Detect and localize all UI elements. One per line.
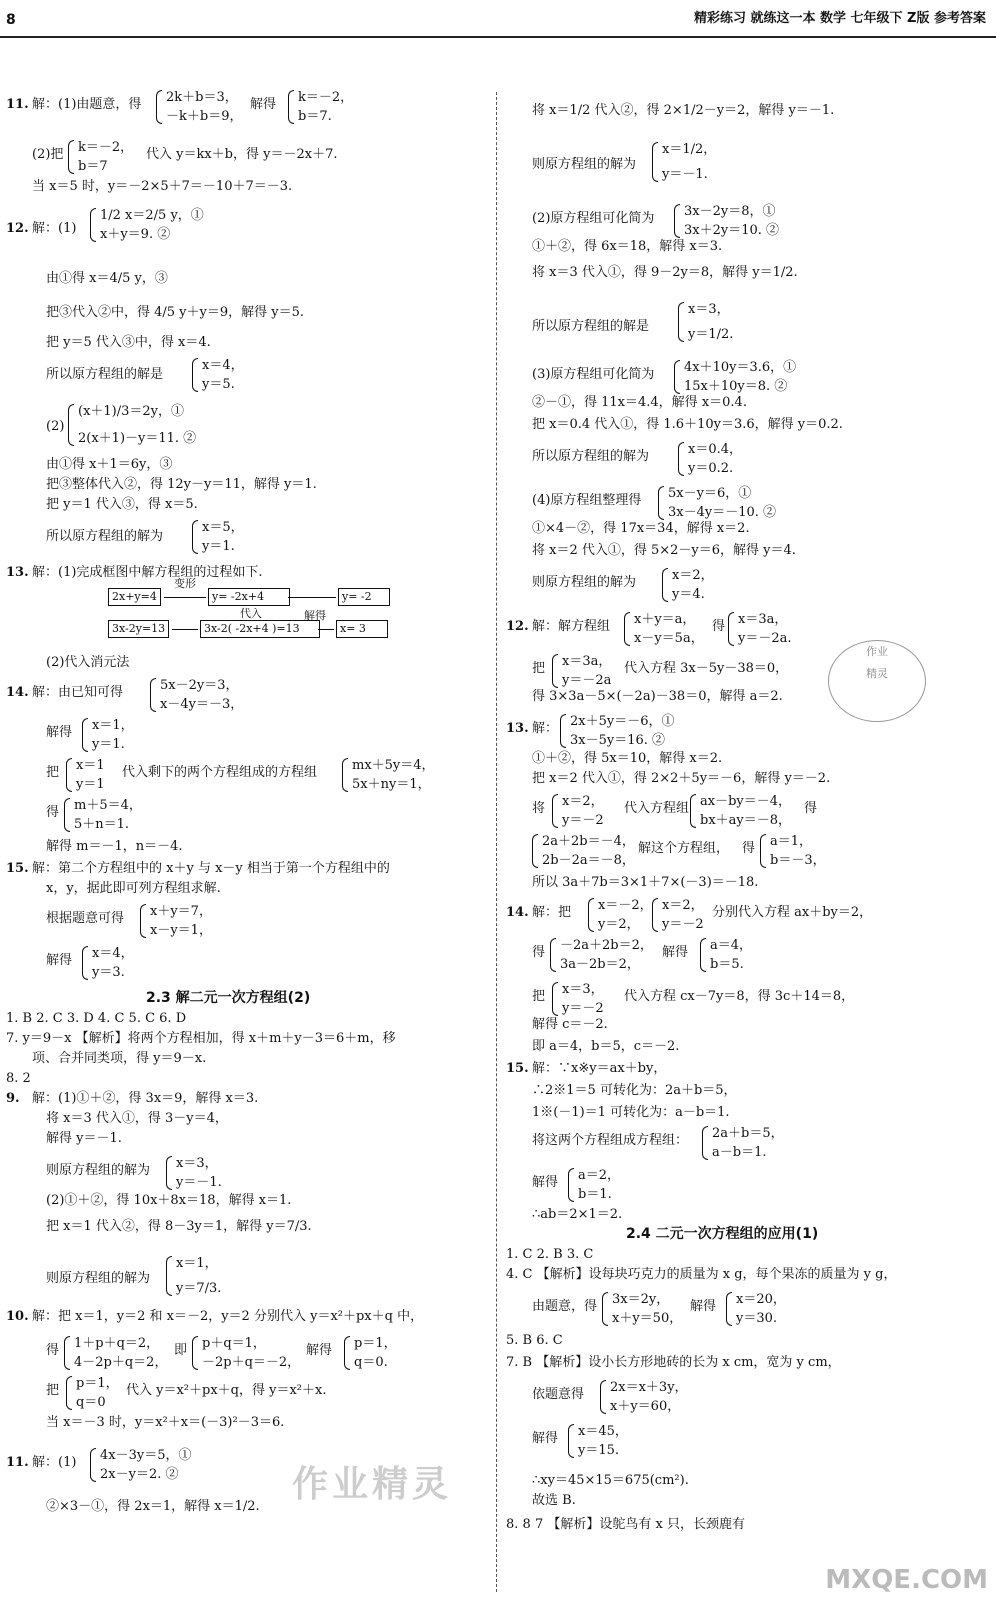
q-number: 9. — [6, 1091, 20, 1106]
text-line: 将 x＝2 代入①，得 5×2－y＝6，解得 y＝4. — [532, 543, 796, 558]
flow-arrow — [318, 629, 334, 630]
text-line: 将 x＝1/2 代入②，得 2×1/2－y＝2，解得 y＝－1. — [532, 103, 835, 118]
text-line: 解得 m＝－1，n＝－4. — [46, 839, 183, 854]
q-number: 15. — [506, 1061, 529, 1076]
text-line: (2) — [46, 419, 65, 434]
text-line: 解得 c＝－2. — [532, 1017, 608, 1032]
flow-arrow — [172, 629, 198, 630]
equation-system: x＝4， y＝5. — [192, 356, 244, 394]
flow-box: 3x-2y=13 — [108, 620, 169, 638]
text-line: 得 — [804, 801, 818, 816]
equation-system: x＋y＝7， x－y＝1， — [140, 902, 212, 940]
text-line: 即 a＝4，b＝5，c＝－2. — [532, 1039, 680, 1054]
equation-system: 2k＋b＝3， －k＋b＝9， — [156, 88, 242, 126]
answer-line: 7. B 【解析】设小长方形地砖的长为 x cm，宽为 y cm， — [506, 1355, 841, 1370]
text-line: 得 3×3a－5×(－2a)－38＝0，解得 a＝2. — [532, 689, 783, 704]
equation-system: x＝1， y＝7/3. — [166, 1254, 221, 1298]
text-line: (2)代入消元法 — [46, 655, 130, 670]
text-line: 把 x＝2 代入①，得 2×2＋5y＝－6，解得 y＝－2. — [532, 771, 831, 786]
text-line: 把 — [46, 765, 60, 780]
page-number: 8 — [6, 12, 16, 28]
flow-box: 3x-2( -2x+4 )=13 — [200, 620, 320, 638]
q-number: 12. — [6, 221, 29, 236]
equation-system: x＝2， y＝－2 — [652, 896, 704, 934]
flow-arrow — [164, 597, 206, 598]
equation-system: p＋q＝1， －2p＋q＝－2， — [192, 1334, 300, 1372]
text-line: 所以原方程组的解为 — [46, 529, 164, 544]
q-number: 13. — [506, 721, 529, 736]
text-line: (2)原方程组可化简为 — [532, 211, 655, 226]
equation-system: x＝1 y＝1 — [66, 756, 105, 794]
text-line: 解得 — [532, 1431, 559, 1446]
q-number: 10. — [6, 1309, 29, 1324]
text-line: 解得 — [250, 97, 277, 112]
equation-system: x＝3， y＝－2 — [552, 980, 604, 1018]
equation-system: 3x＝2y， x＋y＝50， — [602, 1290, 682, 1328]
text-line: 代入方程组 — [624, 801, 690, 816]
text-line: ①＋②，得 6x＝18，解得 x＝3. — [532, 239, 723, 254]
answer-line: 1. C 2. B 3. C — [506, 1247, 594, 1262]
page-header — [0, 0, 996, 38]
text-line: 所以原方程组的解为 — [532, 449, 650, 464]
text-line: 把 x＝0.4 代入①，得 1.6＋10y＝3.6，解得 y＝0.2. — [532, 417, 843, 432]
equation-system: 5x－2y＝3， x－4y＝－3， — [150, 676, 243, 714]
text-line: 把 y＝1 代入③，得 x＝5. — [46, 497, 198, 512]
equation-system: a＝4， b＝5. — [700, 936, 752, 974]
equation-system: x＝－2， y＝2， — [588, 896, 653, 934]
text-line: (2)①＋②，得 10x＋8x＝18，解得 x＝1. — [46, 1193, 292, 1208]
text-line: 所以原方程组的解是 — [532, 319, 650, 334]
equation-system: a＝1， b＝－3， — [760, 832, 826, 870]
answer-line: 8. 2 — [6, 1071, 31, 1086]
text-line: 把 — [532, 989, 546, 1004]
text-line: 解得 — [46, 725, 73, 740]
text-line: 所以 3a＋7b＝3×1＋7×(－3)＝－18. — [532, 875, 759, 890]
text-line: 将这两个方程组成方程组： — [532, 1133, 689, 1148]
text-line: 把 y＝5 代入③中，得 x＝4. — [46, 335, 211, 350]
text-line: 解得 y＝－1. — [46, 1131, 122, 1146]
equation-system: m＋5＝4， 5＋n＝1. — [64, 796, 142, 834]
text-line: 解得 — [690, 1299, 717, 1314]
text-line: 把③整体代入②，得 12y－y＝11，解得 y＝1. — [46, 477, 317, 492]
text-line: 根据题意可得 — [46, 911, 125, 926]
flow-box: x= 3 — [336, 620, 388, 638]
text-line: 解：第二个方程组中的 x＋y 与 x－y 相当于第一个方程组中的 — [32, 861, 390, 876]
text-line: 得 — [46, 805, 60, 820]
text-line: 由①得 x＋1＝6y，③ — [46, 457, 173, 472]
text-line: 把 x＝1 代入②，得 8－3y＝1，解得 y＝7/3. — [46, 1219, 312, 1234]
flow-label: 代入 — [240, 607, 262, 620]
equation-system: k＝－2， b＝7. — [288, 88, 353, 126]
equation-system: 2x＝x＋3y， x＋y＝60， — [600, 1378, 688, 1416]
text-line: 解这个方程组， — [638, 841, 730, 856]
equation-system: 4x＋10y＝3.6，① 15x＋10y＝8. ② — [674, 358, 796, 396]
equation-system: x＝3， y＝－1. — [166, 1154, 222, 1192]
text-line: 代入方程 3x－5y－38＝0， — [624, 661, 789, 676]
text-line: 解得 — [532, 1175, 559, 1190]
equation-system: x＝3a， y＝－2a — [552, 652, 611, 690]
text-line: 由题意，得 — [532, 1299, 598, 1314]
equation-system: x＝20， y＝30. — [726, 1290, 786, 1328]
answer-line: 项、合并同类项，得 y＝9－x. — [32, 1051, 207, 1066]
text-line: (4)原方程组整理得 — [532, 493, 642, 508]
section-title: 2.4 二元一次方程组的应用(1) — [626, 1226, 819, 1242]
text-line: 解：(1)①＋②，得 3x＝9，解得 x＝3. — [32, 1091, 259, 1106]
text-line: ①＋②，得 5x＝10，解得 x＝2. — [532, 751, 723, 766]
text-line: 故选 B. — [532, 1493, 576, 1508]
equation-system: 1＋p＋q＝2， 4－2p＋q＝2， — [64, 1334, 167, 1372]
equation-system: x＝45， y＝15. — [568, 1422, 628, 1460]
flow-label: 变形 — [174, 577, 196, 590]
equation-system: a＝2， b＝1. — [568, 1166, 620, 1204]
flow-box: y= -2 — [338, 588, 390, 606]
column-divider — [496, 92, 497, 1592]
q-number: 14. — [506, 905, 529, 920]
equation-system: 4x－3y＝5，① 2x－y＝2. ② — [90, 1446, 192, 1484]
equation-system: 2x＋5y＝－6，① 3x－5y＝16. ② — [560, 712, 675, 750]
q-number: 15. — [6, 861, 29, 876]
text-line: x，y，据此即可列方程组求解. — [46, 881, 221, 896]
text-line: ∴ab＝2×1＝2. — [532, 1207, 623, 1222]
text-line: 把 — [532, 661, 546, 676]
text-line: 即 — [174, 1343, 188, 1358]
equation-system: －2a＋2b＝2， 3a－2b＝2， — [550, 936, 653, 974]
answer-line: 7. y＝9－x 【解析】将两个方程相加，得 x＋m＋y－3＝6＋m，移 — [6, 1031, 396, 1046]
text-line: ②－①，得 11x＝4.4，解得 x＝0.4. — [532, 395, 747, 410]
equation-system: x＝0.4， y＝0.2. — [678, 440, 742, 478]
text-line: 当 x＝5 时，y＝－2×5＋7＝－10＋7＝－3. — [32, 179, 293, 194]
watermark: 作业精灵 — [292, 1464, 453, 1505]
equation-system: x＝1/2， y＝－1. — [652, 140, 716, 184]
text-line: 把③代入②中，得 4/5 y＋y＝9，解得 y＝5. — [46, 305, 305, 320]
text-line: 解：∵x※y＝ax＋by， — [532, 1061, 667, 1076]
text-line: ①×4－②，得 17x＝34，解得 x＝2. — [532, 521, 750, 536]
text-line: 解得 — [306, 1343, 333, 1358]
text-line: 把 — [46, 1383, 60, 1398]
flow-arrow — [288, 597, 336, 598]
equation-system: 2a＋b＝5， a－b＝1. — [702, 1124, 784, 1162]
flow-label: 解得 — [304, 609, 326, 622]
equation-system: 5x－y＝6，① 3x－4y＝－10. ② — [658, 484, 776, 522]
equation-system: x＝2， y＝4. — [662, 566, 714, 604]
text-line: 解：(1) — [32, 221, 77, 236]
answer-line: 4. C 【解析】设每块巧克力的质量为 x g，每个果冻的质量为 y g， — [506, 1267, 897, 1282]
text-line: ②×3－①，得 2x＝1，解得 x＝1/2. — [46, 1499, 260, 1514]
text-line: 解：(1)完成框图中解方程组的过程如下. — [32, 565, 263, 580]
header-title: 精彩练习 就练这一本 数学 七年级下 Z版 参考答案 — [693, 11, 986, 26]
equation-system: x＝3， y＝1/2. — [678, 300, 733, 344]
text-line: 解得 — [662, 945, 689, 960]
equation-system: 2a＋2b＝－4， 2b－2a＝－8， — [532, 832, 635, 870]
text-line: 所以原方程组的解是 — [46, 367, 164, 382]
text-line: 将 — [532, 801, 546, 816]
text-line: 代入 y＝x²＋px＋q，得 y＝x²＋x. — [126, 1383, 327, 1398]
text-line: 则原方程组的解为 — [532, 575, 637, 590]
section-title: 2.3 解二元一次方程组(2) — [146, 990, 311, 1006]
text-line: 得 — [712, 619, 726, 634]
text-line: 得 — [742, 841, 756, 856]
equation-system: k＝－2， b＝7 — [68, 138, 133, 176]
text-line: 将 x＝3 代入①，得 3－y＝4， — [46, 1111, 228, 1126]
site-logo: MXQE.COM — [825, 1565, 988, 1596]
text-line: 解：由已知可得 — [32, 685, 124, 700]
text-line: 1※(－1)＝1 可转化为：a－b＝1. — [532, 1105, 730, 1120]
answer-line: 1. B 2. C 3. D 4. C 5. C 6. D — [6, 1011, 187, 1026]
text-line: 代入方程 cx－7y＝8，得 3c＋14＝8， — [624, 989, 855, 1004]
text-line: ∴2※1＝5 可转化为：2a＋b＝5， — [532, 1083, 737, 1098]
text-line: 解：把 x＝1，y＝2 和 x＝－2，y＝2 分别代入 y＝x²＋px＋q 中， — [32, 1309, 424, 1324]
text-line: 将 x＝3 代入①，得 9－2y＝8，解得 y＝1/2. — [532, 265, 798, 280]
equation-system: p＝1， q＝0. — [344, 1334, 397, 1372]
q-number: 12. — [506, 619, 529, 634]
text-line: ∴xy＝45×15＝675(cm²). — [532, 1473, 689, 1488]
text-line: 解：解方程组 — [532, 619, 611, 634]
text-line: 则原方程组的解为 — [532, 157, 637, 172]
equation-system: 1/2 x＝2/5 y，① x＋y＝9. ② — [90, 206, 204, 244]
text-line: 由①得 x＝4/5 y，③ — [46, 271, 168, 286]
flow-box: y= -2x+4 — [208, 588, 290, 606]
text-line: 解：把 — [532, 905, 572, 920]
equation-system: x＝2， y＝－2 — [552, 792, 604, 830]
text-line: 解： — [532, 721, 559, 736]
equation-system: (x＋1)/3＝2y，① 2(x＋1)－y＝11. ② — [68, 402, 196, 448]
text-line: 代入剩下的两个方程组成的方程组 — [122, 765, 318, 780]
q-number: 11. — [6, 97, 29, 112]
text-line: 代入 y＝kx＋b，得 y＝－2x＋7. — [146, 147, 338, 162]
equation-system: mx＋5y＝4， 5x＋ny＝1， — [342, 756, 435, 794]
stamp-logo: 作业 精灵 — [828, 640, 926, 722]
equation-system: p＝1， q＝0 — [66, 1374, 119, 1412]
q-number: 14. — [6, 685, 29, 700]
text-line: 解得 — [46, 953, 73, 968]
text-line: 分别代入方程 ax＋by＝2， — [712, 905, 873, 920]
equation-system: x＝4， y＝3. — [82, 944, 134, 982]
text-line: 则原方程组的解为 — [46, 1163, 151, 1178]
equation-system: ax－by＝－4， bx＋ay＝－8， — [690, 792, 791, 830]
text-line: 解：(1) — [32, 1455, 77, 1470]
text-line: (2)把 — [32, 147, 64, 162]
text-line: 得 — [532, 945, 546, 960]
q-number: 13. — [6, 565, 29, 580]
text-line: 则原方程组的解为 — [46, 1271, 151, 1286]
text-line: (3)原方程组可化简为 — [532, 367, 655, 382]
flow-box: 2x+y=4 — [108, 588, 161, 606]
equation-system: x＝5， y＝1. — [192, 518, 244, 556]
equation-system: x＝3a， y＝－2a. — [728, 610, 792, 648]
text-line: 当 x＝－3 时，y＝x²＋x＝(－3)²－3＝6. — [46, 1415, 285, 1430]
text-line: 得 — [46, 1343, 60, 1358]
equation-system: x＋y＝a， x－y＝5a， — [624, 610, 704, 648]
answer-line: 8. 8 7 【解析】设鸵鸟有 x 只，长颈鹿有 — [506, 1517, 745, 1532]
text-line: 解：(1)由题意，得 — [32, 97, 142, 112]
text-line: 依题意得 — [532, 1387, 585, 1402]
q-number: 11. — [6, 1455, 29, 1470]
equation-system: x＝1， y＝1. — [82, 716, 134, 754]
answer-line: 5. B 6. C — [506, 1333, 563, 1348]
equation-system: 3x－2y＝8，① 3x＋2y＝10. ② — [674, 202, 779, 240]
